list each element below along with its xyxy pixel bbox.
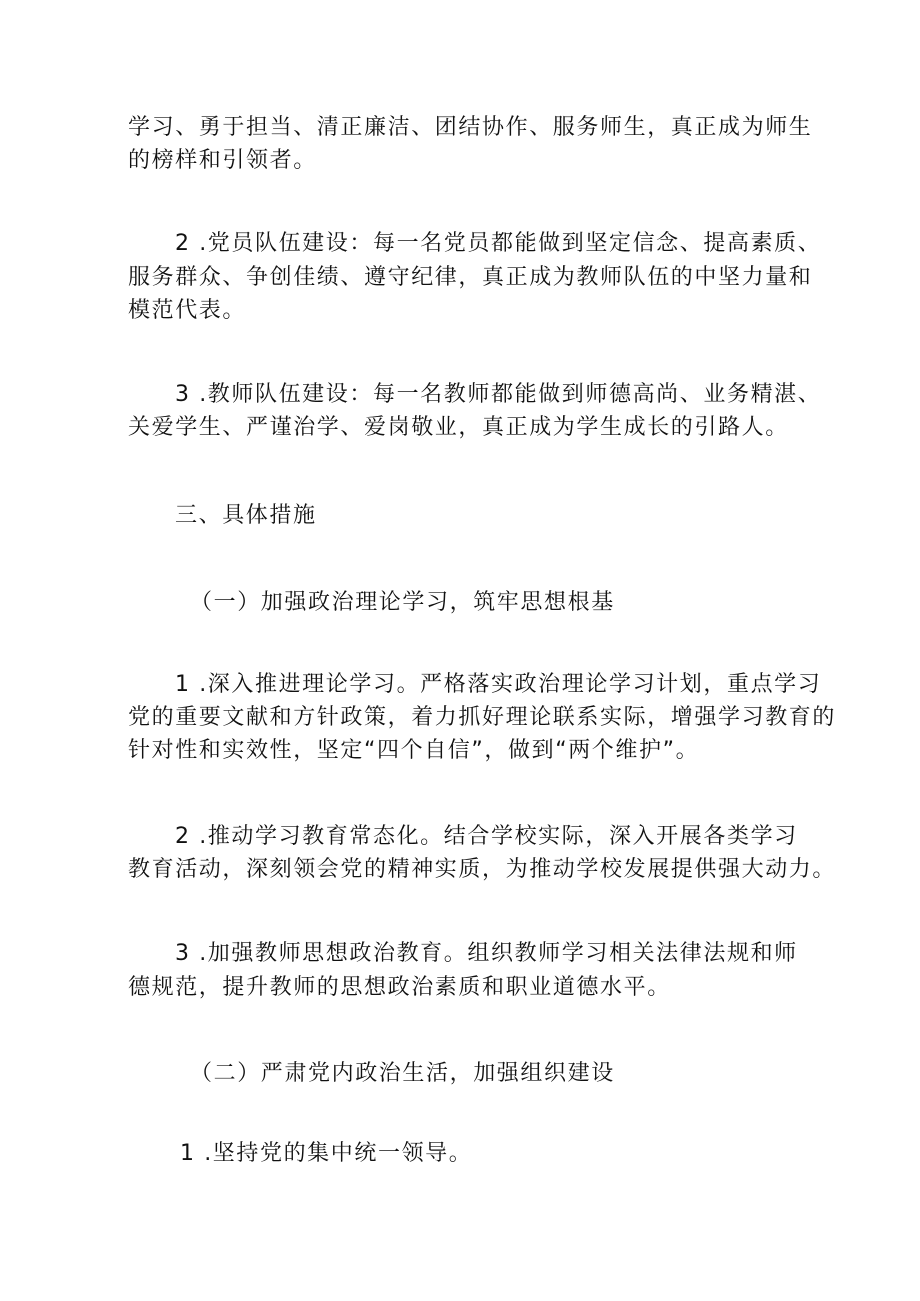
body-text-line: 党的重要文献和方针政策，着力抓好理论联系实际，增强学习教育的 <box>128 705 837 730</box>
body-text-line: 服务群众、争创佳绩、遵守纪律，真正成为教师队伍的中坚力量和 <box>128 265 813 290</box>
body-text-line: 学习、勇于担当、清正廉洁、团结协作、服务师生，真正成为师生 <box>128 115 813 140</box>
body-text-line: 针对性和实效性，坚定“四个自信”，做到“两个维护”。 <box>128 738 700 763</box>
section-heading: 三、具体措施 <box>175 503 317 528</box>
paragraph-first-line: 2 .党员队伍建设：每一名党员都能做到坚定信念、提高素质、 <box>175 231 822 256</box>
paragraph-first-line: 1 .坚持党的集中统一领导。 <box>180 1141 473 1166</box>
subsection-heading: （一）加强政治理论学习，筑牢思想根基 <box>190 590 615 615</box>
body-text-line: 模范代表。 <box>128 298 247 323</box>
body-text-line: 教育活动，深刻领会党的精神实质，为推动学校发展提供强大动力。 <box>128 857 837 882</box>
body-text-line: 德规范，提升教师的思想政治素质和职业道德水平。 <box>128 975 671 1000</box>
paragraph-first-line: 1 .深入推进理论学习。严格落实政治理论学习计划，重点学习 <box>175 672 822 697</box>
body-text-line: 的榜样和引领者。 <box>128 148 317 173</box>
paragraph-first-line: 3 .教师队伍建设：每一名教师都能做到师德高尚、业务精湛、 <box>175 382 822 407</box>
subsection-heading: （二）严肃党内政治生活，加强组织建设 <box>190 1061 615 1086</box>
paragraph-first-line: 3 .加强教师思想政治教育。组织教师学习相关法律法规和师 <box>175 941 798 966</box>
paragraph-first-line: 2 .推动学习教育常态化。结合学校实际，深入开展各类学习 <box>175 824 798 849</box>
body-text-line: 关爱学生、严谨治学、爱岗敬业，真正成为学生成长的引路人。 <box>128 415 789 440</box>
